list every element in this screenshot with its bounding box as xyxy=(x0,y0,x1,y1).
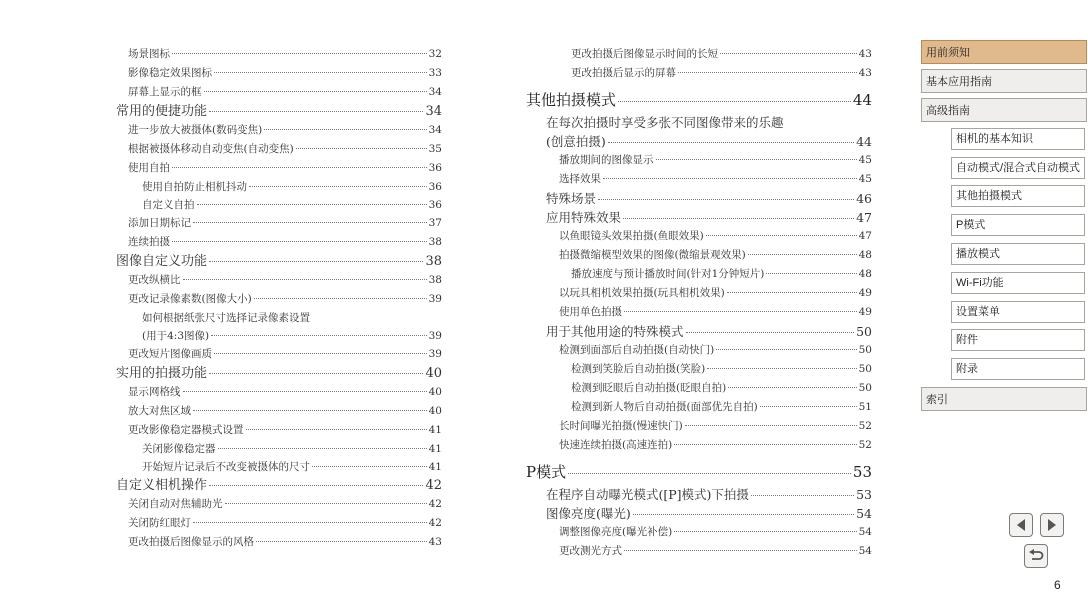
return-button[interactable] xyxy=(1024,544,1048,568)
toc-entry-title: 特殊场景 xyxy=(546,191,597,206)
toc-entry[interactable] xyxy=(526,246,872,265)
toc-entry-page: 41 xyxy=(428,424,442,436)
page-number: 6 xyxy=(1054,578,1061,592)
toc-entry[interactable] xyxy=(116,45,442,64)
toc-entry[interactable] xyxy=(526,322,872,341)
toc-entry-page: 48 xyxy=(858,268,872,280)
dot-leader xyxy=(707,368,856,369)
toc-entry-title: 更改测光方式 xyxy=(559,545,622,557)
sidebar-item-label: 设置菜单 xyxy=(956,305,1000,318)
toc-entry[interactable] xyxy=(116,252,442,271)
dot-leader xyxy=(633,514,854,515)
toc-entry[interactable] xyxy=(116,327,442,345)
toc-entry-page: 52 xyxy=(858,420,872,432)
toc-entry-page: 54 xyxy=(858,545,872,557)
sidebar-item-p-mode[interactable] xyxy=(951,214,1085,236)
toc-entry-title: 连续拍摄 xyxy=(128,236,170,248)
toc-entry-page: 48 xyxy=(858,249,872,261)
toc-entry[interactable] xyxy=(526,64,872,83)
dot-leader xyxy=(209,485,423,486)
toc-entry[interactable] xyxy=(526,542,872,561)
dot-leader xyxy=(225,503,427,504)
dot-leader xyxy=(193,222,427,223)
toc-entry-page: 39 xyxy=(428,293,442,305)
toc-entry-page: 45 xyxy=(858,154,872,166)
dot-leader xyxy=(183,391,427,392)
toc-entry-page: 44 xyxy=(856,134,872,149)
toc-entry-title: 进一步放大被摄体(数码变焦) xyxy=(128,124,263,136)
toc-entry-page: 42 xyxy=(428,517,442,529)
toc-entry-title: 检测到笑脸后自动拍摄(笑脸) xyxy=(571,363,706,375)
sidebar-item-label: 自动模式/混合式自动模式 xyxy=(956,161,1081,174)
toc-entry-page: 50 xyxy=(858,382,872,394)
toc-entry[interactable] xyxy=(116,402,442,421)
chevron-left-icon xyxy=(1015,518,1027,532)
toc-entry[interactable] xyxy=(116,102,442,121)
sidebar-tab-before-use[interactable] xyxy=(921,40,1087,64)
toc-entry-title: 添加日期标记 xyxy=(128,217,191,229)
toc-entry-title: 拍摄微缩模型效果的图像(微缩景观效果) xyxy=(559,249,746,261)
toc-entry[interactable] xyxy=(116,83,442,102)
toc-entry-title: 显示网格线 xyxy=(128,386,181,398)
chevron-right-icon xyxy=(1046,518,1058,532)
toc-entry-title: 开始短片记录后不改变被摄体的尺寸 xyxy=(142,461,310,473)
toc-entry-title: 关闭影像稳定器 xyxy=(142,443,216,455)
toc-entry-title: 更改纵横比 xyxy=(128,274,181,286)
toc-entry[interactable] xyxy=(116,440,442,458)
next-page-button[interactable] xyxy=(1040,513,1064,537)
toc-entry[interactable] xyxy=(526,459,872,485)
toc-entry[interactable] xyxy=(526,265,872,284)
toc-entry[interactable] xyxy=(116,140,442,159)
sidebar-tab-label: 基本应用指南 xyxy=(926,76,992,88)
toc-entry-title: 使用自拍防止相机抖动 xyxy=(142,181,247,193)
toc-entry-page: 40 xyxy=(428,405,442,417)
sidebar-item-appendix[interactable] xyxy=(951,358,1085,380)
dot-leader xyxy=(193,410,427,411)
toc-entry-title: 用于其他用途的特殊模式 xyxy=(546,324,684,339)
toc-right-column xyxy=(526,45,872,561)
toc-entry[interactable] xyxy=(116,345,442,364)
dot-leader xyxy=(674,444,856,445)
toc-entry[interactable] xyxy=(116,458,442,476)
sidebar-tab-label: 用前须知 xyxy=(926,47,970,59)
dot-leader xyxy=(623,218,854,219)
dot-leader xyxy=(193,522,427,523)
dot-leader xyxy=(608,142,854,143)
toc-entry[interactable] xyxy=(526,45,872,64)
dot-leader xyxy=(685,425,857,426)
dot-leader xyxy=(568,473,851,474)
toc-entry-page: 47 xyxy=(858,230,872,242)
toc-entry-page: 36 xyxy=(428,162,442,174)
toc-entry-title: 使用单色拍摄 xyxy=(559,306,622,318)
toc-entry-title: 在程序自动曝光模式([P]模式)下拍摄 xyxy=(546,487,749,502)
sidebar-item-camera-basics[interactable] xyxy=(951,128,1085,150)
dot-leader xyxy=(254,298,427,299)
sidebar-item-label: 附件 xyxy=(956,333,978,346)
toc-entry[interactable] xyxy=(526,379,872,398)
toc-entry[interactable] xyxy=(116,64,442,83)
dot-leader xyxy=(214,353,427,354)
toc-entry-page: 45 xyxy=(858,173,872,185)
toc-entry[interactable] xyxy=(116,271,442,290)
toc-entry-page: 36 xyxy=(428,199,442,211)
toc-entry-title: 更改短片图像画质 xyxy=(128,348,212,360)
toc-entry-page: 34 xyxy=(425,104,442,119)
toc-entry-page: 38 xyxy=(425,254,442,269)
sidebar-item-setup-menu[interactable] xyxy=(951,301,1085,323)
dot-leader xyxy=(720,53,857,54)
toc-entry-title: (用于4:3图像) xyxy=(142,330,210,342)
toc-entry-page: 39 xyxy=(428,330,442,342)
toc-entry-title: 以鱼眼镜头效果拍摄(鱼眼效果) xyxy=(559,230,704,242)
toc-entry[interactable] xyxy=(526,87,872,113)
toc-entry-page: 49 xyxy=(858,306,872,318)
toc-entry[interactable] xyxy=(526,284,872,303)
toc-entry-page: 34 xyxy=(428,124,442,136)
toc-entry-title: 以玩具相机效果拍摄(玩具相机效果) xyxy=(559,287,725,299)
toc-entry-title: 屏幕上显示的框 xyxy=(128,86,202,98)
toc-entry[interactable] xyxy=(526,227,872,246)
toc-entry-page: 36 xyxy=(428,181,442,193)
dot-leader xyxy=(264,129,426,130)
toc-entry[interactable] xyxy=(116,159,442,178)
toc-entry[interactable] xyxy=(116,214,442,233)
toc-entry-page: 42 xyxy=(428,498,442,510)
toc-entry[interactable] xyxy=(526,132,872,151)
toc-entry-title: 长时间曝光拍摄(慢速快门) xyxy=(559,420,683,432)
toc-entry-page: 53 xyxy=(852,463,872,481)
sidebar-item-other-modes[interactable] xyxy=(951,185,1085,207)
dot-leader xyxy=(214,72,427,73)
toc-entry-title: 自定义自拍 xyxy=(142,199,195,211)
toc-entry-title: 关闭自动对焦辅助光 xyxy=(128,498,223,510)
toc-entry[interactable] xyxy=(526,360,872,379)
dot-leader xyxy=(204,91,427,92)
dot-leader xyxy=(246,429,427,430)
toc-entry-page: 32 xyxy=(428,48,442,60)
toc-entry-page: 43 xyxy=(858,48,872,60)
toc-entry[interactable] xyxy=(526,436,872,455)
toc-entry-page: 50 xyxy=(856,324,872,339)
toc-entry-page: 38 xyxy=(428,236,442,248)
dot-leader xyxy=(256,541,427,542)
toc-entry-title: 播放速度与预计播放时间(针对1分钟短片) xyxy=(571,268,765,280)
toc-entry-page: 53 xyxy=(856,487,872,502)
toc-entry-page: 44 xyxy=(852,91,872,109)
sidebar-tab-label: 高级指南 xyxy=(926,105,970,117)
toc-entry[interactable] xyxy=(526,303,872,322)
toc-entry-title: 检测到新人物后自动拍摄(面部优先自拍) xyxy=(571,401,758,413)
toc-entry-page: 34 xyxy=(428,86,442,98)
toc-entry-title: 更改拍摄后图像显示时间的长短 xyxy=(571,48,718,60)
toc-entry-title: 调整图像亮度(曝光补偿) xyxy=(559,526,673,538)
toc-left-column xyxy=(116,45,442,552)
toc-entry[interactable] xyxy=(526,398,872,417)
toc-entry[interactable] xyxy=(526,523,872,542)
toc-entry-page: 47 xyxy=(856,210,872,225)
toc-entry-page: 41 xyxy=(428,443,442,455)
toc-entry[interactable] xyxy=(116,290,442,309)
toc-entry-title-line[interactable]: 在每次拍摄时享受多张不同图像带来的乐趣 xyxy=(546,115,784,130)
sidebar-tab-basic-guide[interactable] xyxy=(921,69,1087,93)
toc-entry-title: 图像自定义功能 xyxy=(116,254,208,269)
dot-leader xyxy=(624,311,857,312)
toc-entry[interactable] xyxy=(526,189,872,208)
dot-leader xyxy=(172,241,427,242)
toc-entry-title: 影像稳定效果图标 xyxy=(128,67,212,79)
dot-leader xyxy=(172,53,427,54)
sidebar-item-accessories[interactable] xyxy=(951,329,1085,351)
toc-entry-title: 更改记录像素数(图像大小) xyxy=(128,293,252,305)
toc-entry-page: 40 xyxy=(428,386,442,398)
dot-leader xyxy=(618,101,851,102)
toc-entry-page: 43 xyxy=(428,536,442,548)
toc-entry-page: 37 xyxy=(428,217,442,229)
sidebar-item-label: Wi-Fi功能 xyxy=(956,276,1004,289)
toc-entry-title: 根据被摄体移动自动变焦(自动变焦) xyxy=(128,143,294,155)
toc-entry[interactable] xyxy=(116,178,442,196)
dot-leader xyxy=(312,466,427,467)
toc-entry-title: P模式 xyxy=(526,463,567,481)
toc-entry-title: 更改拍摄后显示的屏幕 xyxy=(571,67,676,79)
toc-entry-title: 检测到面部后自动拍摄(自动快门) xyxy=(559,344,715,356)
toc-entry-page: 33 xyxy=(428,67,442,79)
toc-entry-title: 常用的便捷功能 xyxy=(116,104,208,119)
toc-entry[interactable] xyxy=(116,121,442,140)
sidebar-item-playback-mode[interactable] xyxy=(951,243,1085,265)
dot-leader xyxy=(197,204,427,205)
toc-entry-title: 播放期间的图像显示 xyxy=(559,154,654,166)
toc-entry-title: 选择效果 xyxy=(559,173,601,185)
toc-entry-page: 54 xyxy=(858,526,872,538)
dot-leader xyxy=(249,186,427,187)
toc-entry[interactable] xyxy=(526,485,872,504)
toc-entry[interactable] xyxy=(526,341,872,360)
toc-entry-title: 其他拍摄模式 xyxy=(526,91,617,109)
sidebar-item-label: 播放模式 xyxy=(956,247,1000,260)
dot-leader xyxy=(674,531,856,532)
toc-entry-page: 35 xyxy=(428,143,442,155)
toc-entry[interactable] xyxy=(116,514,442,533)
dot-leader xyxy=(751,495,854,496)
toc-entry-title: 自定义相机操作 xyxy=(116,478,208,493)
prev-page-button[interactable] xyxy=(1009,513,1033,537)
dot-leader xyxy=(678,72,857,73)
toc-entry-page: 43 xyxy=(858,67,872,79)
sidebar-tab-label: 索引 xyxy=(926,394,948,406)
dot-leader xyxy=(624,550,857,551)
sidebar-item-auto-mode[interactable] xyxy=(951,157,1085,179)
toc-entry-page: 50 xyxy=(858,344,872,356)
toc-entry[interactable] xyxy=(526,170,872,189)
toc-entry-page: 51 xyxy=(858,401,872,413)
toc-entry-title: 应用特殊效果 xyxy=(546,210,622,225)
toc-entry-page: 42 xyxy=(425,478,442,493)
dot-leader xyxy=(728,387,856,388)
toc-entry[interactable] xyxy=(526,504,872,523)
toc-entry-title: 快速连续拍摄(高速连拍) xyxy=(559,439,673,451)
sidebar-tab-index[interactable] xyxy=(921,387,1087,411)
toc-entry-title: 关闭防红眼灯 xyxy=(128,517,191,529)
toc-entry-title: 更改影像稳定器模式设置 xyxy=(128,424,244,436)
toc-entry-title-line[interactable]: 如何根据纸张尺寸选择记录像素设置 xyxy=(142,312,310,324)
dot-leader xyxy=(716,349,856,350)
toc-entry[interactable] xyxy=(116,196,442,214)
toc-entry-title: 检测到眨眼后自动拍摄(眨眼自拍) xyxy=(571,382,727,394)
sidebar-item-label: 附录 xyxy=(956,362,978,375)
sidebar-item-label: P模式 xyxy=(956,218,986,231)
dot-leader xyxy=(209,261,423,262)
toc-entry-title: 更改拍摄后图像显示的风格 xyxy=(128,536,254,548)
toc-entry[interactable] xyxy=(116,383,442,402)
toc-entry[interactable] xyxy=(116,495,442,514)
toc-entry-page: 40 xyxy=(425,366,442,381)
dot-leader xyxy=(211,335,427,336)
toc-entry[interactable] xyxy=(526,208,872,227)
dot-leader xyxy=(209,373,423,374)
toc-entry-title: 放大对焦区域 xyxy=(128,405,191,417)
sidebar-item-label: 其他拍摄模式 xyxy=(956,189,1022,202)
toc-entry-page: 41 xyxy=(428,461,442,473)
dot-leader xyxy=(760,406,857,407)
dot-leader xyxy=(706,235,857,236)
dot-leader xyxy=(727,292,857,293)
toc-entry[interactable] xyxy=(116,364,442,383)
toc-entry-page: 50 xyxy=(858,363,872,375)
toc-entry-title: 实用的拍摄功能 xyxy=(116,366,208,381)
toc-entry-title: (创意拍摄) xyxy=(546,134,606,149)
toc-entry-title: 图像亮度(曝光) xyxy=(546,506,631,521)
dot-leader xyxy=(172,167,427,168)
toc-entry-title: 使用自拍 xyxy=(128,162,170,174)
return-arrow-icon xyxy=(1028,549,1044,563)
toc-entry-page: 52 xyxy=(858,439,872,451)
dot-leader xyxy=(218,448,427,449)
toc-entry[interactable] xyxy=(116,476,442,495)
dot-leader xyxy=(603,178,857,179)
sidebar-item-label: 相机的基本知识 xyxy=(956,132,1033,145)
toc-entry[interactable] xyxy=(526,417,872,436)
dot-leader xyxy=(656,159,857,160)
toc-entry-page: 38 xyxy=(428,274,442,286)
dot-leader xyxy=(766,273,856,274)
toc-entry[interactable] xyxy=(116,421,442,440)
dot-leader xyxy=(598,199,854,200)
toc-entry-page: 39 xyxy=(428,348,442,360)
toc-entry[interactable] xyxy=(526,151,872,170)
toc-entry[interactable] xyxy=(116,533,442,552)
toc-entry-page: 46 xyxy=(856,191,872,206)
sidebar-item-wifi[interactable] xyxy=(951,272,1085,294)
toc-entry-page: 54 xyxy=(856,506,872,521)
toc-entry-title: 场景图标 xyxy=(128,48,170,60)
dot-leader xyxy=(686,332,855,333)
dot-leader xyxy=(209,111,423,112)
dot-leader xyxy=(183,279,427,280)
toc-entry[interactable] xyxy=(116,233,442,252)
sidebar-tab-advanced-guide[interactable] xyxy=(921,98,1087,122)
toc-entry-page: 49 xyxy=(858,287,872,299)
dot-leader xyxy=(296,148,427,149)
dot-leader xyxy=(748,254,857,255)
